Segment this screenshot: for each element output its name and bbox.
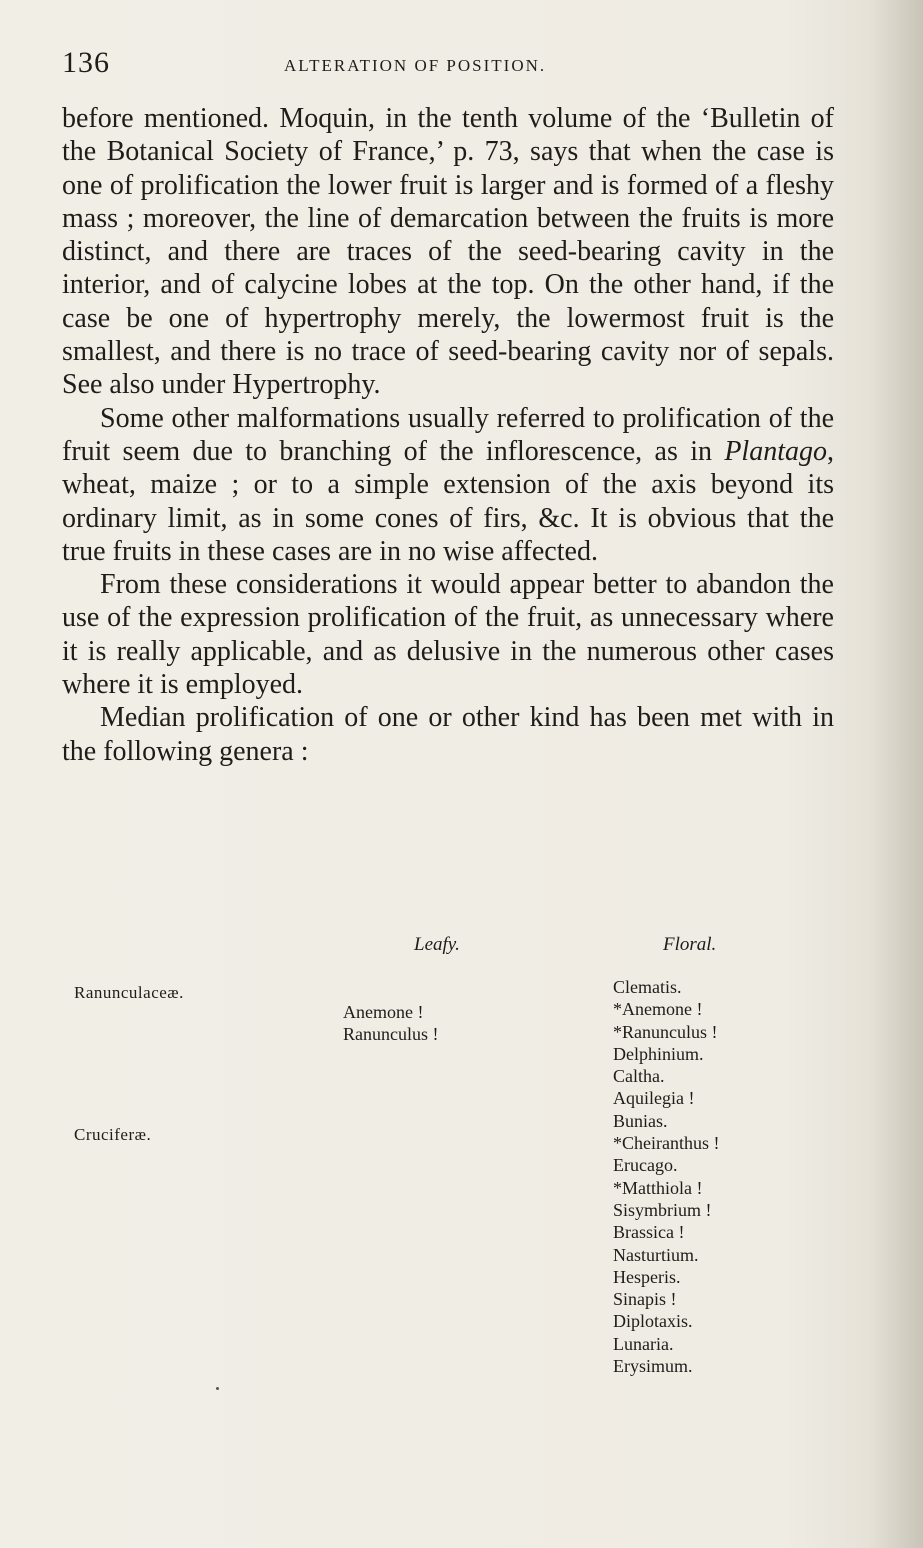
- list-item: *Anemone !: [613, 999, 703, 1020]
- list-item: Bunias.: [613, 1110, 668, 1131]
- list-item: Sisymbrium !: [613, 1199, 712, 1220]
- list-item: Ranunculus !: [343, 1024, 439, 1045]
- page-number: 136: [62, 46, 110, 79]
- body-text: [62, 102, 834, 768]
- list-item: Brassica !: [613, 1222, 685, 1243]
- list-item: Erucago.: [613, 1155, 678, 1176]
- family-ranunculaceae: Ranunculaceæ.: [74, 983, 184, 1002]
- list-item: Diplotaxis.: [613, 1311, 693, 1332]
- list-item: *Matthiola !: [613, 1177, 703, 1198]
- column-header-floral: Floral.: [663, 934, 717, 955]
- paragraph-2: [62, 402, 834, 568]
- list-item: Aquilegia !: [613, 1088, 695, 1109]
- plantago-italic: Plantago: [724, 435, 827, 467]
- list-item: Caltha.: [613, 1066, 665, 1087]
- list-item: Nasturtium.: [613, 1244, 699, 1265]
- list-item: Lunaria.: [613, 1333, 674, 1354]
- list-item: *Ranunculus !: [613, 1021, 718, 1042]
- list-item: *Cheiranthus !: [613, 1133, 720, 1154]
- paragraph-1: before mentioned. Moquin, in the tenth volume of the ‘Bulletin of the Botanical Society of France,’ p. 73, says that when the case is one of prolification the lower fruit is larger and is formed of a fleshy mass ; moreover, the line of demarcation between the fruits is more distinct, and there are traces of the seed-bearing cavity in the interior, and of calycine lobes at the top. On the other hand, if the case be one of hypertrophy merely, the lowermost fruit is the smallest, and there is no trace of seed-bearing cavity nor of sepals. See also under Hypertrophy.: [62, 103, 834, 401]
- list-item: Clematis.: [613, 977, 682, 997]
- list-item: Anemone !: [343, 1002, 424, 1022]
- list-item: Delphinium.: [613, 1043, 704, 1064]
- list-item: Sinapis !: [613, 1289, 677, 1310]
- paragraph-3: From these considerations it would appear better to abandon the use of the expression prolification of the fruit, as unnecessary where it is really applicable, and as delusive in the numerous other cases where it is employed.: [62, 569, 834, 701]
- paragraph-4: Median prolification of one or other kind has been met with in the following genera :: [62, 702, 834, 767]
- list-item: Hesperis.: [613, 1266, 681, 1287]
- leafy-genera-list: [343, 1001, 438, 1046]
- paragraph-2-part-a: Some other malformations usually referred to prolification of the fruit seem due to branching of the inflorescence, as in: [62, 402, 834, 467]
- page-header: [62, 46, 832, 86]
- column-header-leafy: Leafy.: [414, 934, 460, 955]
- family-cruciferae: Cruciferæ.: [74, 1125, 152, 1144]
- running-head: ALTERATION OF POSITION.: [284, 56, 547, 75]
- paragraph-2-part-b: , wheat, maize ; or to a simple extension of the axis beyond its ordinary limit, as in some cones of firs, &c. It is obvious that the true fruits in these cases are in no wise affected.: [62, 435, 834, 567]
- floral-genera-list: [613, 976, 719, 1377]
- ink-speck: [216, 1387, 219, 1390]
- list-item: Erysimum.: [613, 1356, 693, 1377]
